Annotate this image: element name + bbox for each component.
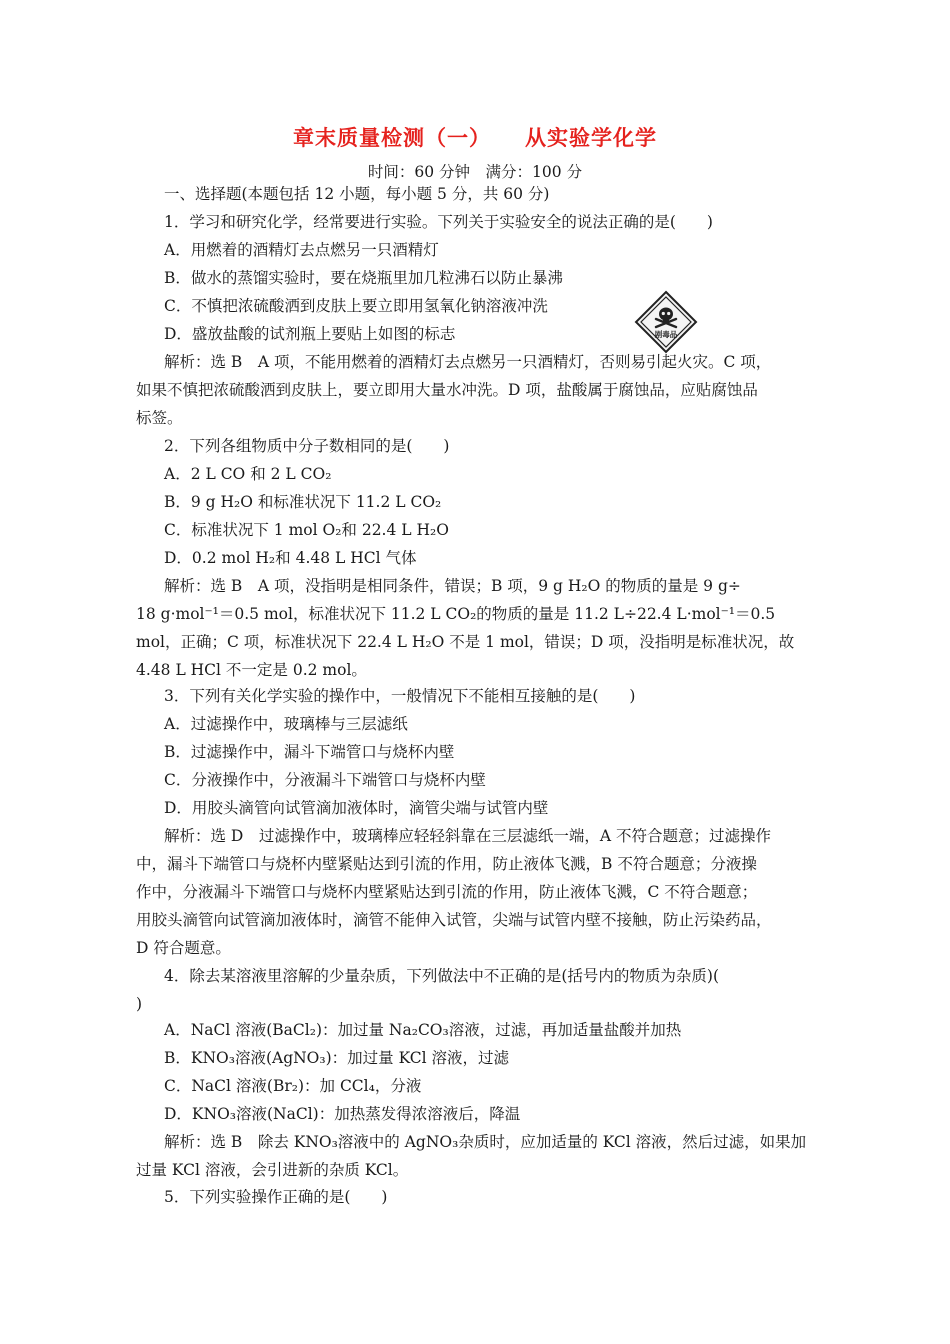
sign-label: 剧毒品 [654,330,678,339]
answer-2-line-4: 4.48 L HCl 不一定是 0.2 mol。 [136,661,367,679]
question-1: 1．学习和研究化学，经常要进行实验。下列关于实验安全的说法正确的是( ) [164,213,713,231]
option-1a: A．用燃着的酒精灯去点燃另一只酒精灯 [164,241,439,259]
skull-crossbones-icon [634,290,698,354]
answer-3-line-4: 用胶头滴管向试管滴加液体时，滴管不能伸入试管，尖端与试管内壁不接触，防止污染药品， [136,911,772,929]
option-3a: A．过滤操作中，玻璃棒与三层滤纸 [164,715,408,733]
answer-1-line-1: 解析：选 B A 项，不能用燃着的酒精灯去点燃另一只酒精灯，否则易引起火灾。C 项， [164,353,772,371]
answer-2-line-2: 18 g·mol⁻¹＝0.5 mol，标准状况下 11.2 L CO₂的物质的量是 11.2 L÷22.4 L·mol⁻¹＝0.5 [136,605,776,623]
option-4a: A．NaCl 溶液(BaCl₂)：加过量 Na₂CO₃溶液，过滤，再加适量盐酸并加热 [164,1021,682,1039]
option-3d: D．用胶头滴管向试管滴加液体时，滴管尖端与试管内壁 [164,799,549,817]
question-2: 2．下列各组物质中分子数相同的是( ) [164,437,450,455]
option-4d: D．KNO₃溶液(NaCl)：加热蒸发得浓溶液后，降温 [164,1105,521,1123]
answer-3-line-2: 中，漏斗下端管口与烧杯内壁紧贴达到引流的作用，防止液体飞溅，B 不符合题意；分液操 [136,855,757,873]
answer-1-line-3: 标签。 [136,409,183,427]
option-1b: B．做水的蒸馏实验时，要在烧瓶里加几粒沸石以防止暴沸 [164,269,563,287]
answer-2-line-1: 解析：选 B A 项，没指明是相同条件，错误；B 项，9 g H₂O 的物质的量是 9 g÷ [164,577,741,595]
option-1c: C．不慎把浓硫酸洒到皮肤上要立即用氢氧化钠溶液冲洗 [164,297,548,315]
option-3b: B．过滤操作中，漏斗下端管口与烧杯内壁 [164,743,455,761]
option-3c: C．分液操作中，分液漏斗下端管口与烧杯内壁 [164,771,486,789]
answer-2-line-3: mol，正确；C 项，标准状况下 22.4 L H₂O 不是 1 mol，错误；D 项，没指明是标准状况，故 [136,633,795,651]
question-4-line-2: ) [136,995,143,1013]
toxic-hazard-sign [634,290,698,354]
answer-4-line-1: 解析：选 B 除去 KNO₃溶液中的 AgNO₃杂质时，应加适量的 KCl 溶液，然后过滤，如果加 [164,1133,807,1151]
page-title [0,122,950,152]
option-2b: B．9 g H₂O 和标准状况下 11.2 L CO₂ [164,493,442,511]
option-2d: D．0.2 mol H₂和 4.48 L HCl 气体 [164,549,417,567]
option-2c: C．标准状况下 1 mol O₂和 22.4 L H₂O [164,521,449,539]
option-2a: A．2 L CO 和 2 L CO₂ [164,465,332,483]
option-4c: C．NaCl 溶液(Br₂)：加 CCl₄，分液 [164,1077,422,1095]
answer-1-line-2: 如果不慎把浓硫酸洒到皮肤上，要立即用大量水冲洗。D 项，盐酸属于腐蚀品，应贴腐蚀品 [136,381,758,399]
answer-3-line-3: 作中，分液漏斗下端管口与烧杯内壁紧贴达到引流的作用，防止液体飞溅，C 不符合题意； [136,883,758,901]
exam-meta: 时间：60 分钟 满分：100 分 [367,163,583,181]
answer-3-line-5: D 符合题意。 [136,939,231,957]
title-topic: 从实验学化学 [525,126,657,150]
question-4-line-1: 4．除去某溶液里溶解的少量杂质，下列做法中不正确的是(括号内的物质为杂质)( [164,967,720,985]
section-heading: 一、选择题(本题包括 12 小题，每小题 5 分，共 60 分) [164,185,550,203]
answer-4-line-2: 过量 KCl 溶液，会引进新的杂质 KCl。 [136,1161,409,1179]
question-3: 3．下列有关化学实验的操作中，一般情况下不能相互接触的是( ) [164,687,636,705]
question-5: 5．下列实验操作正确的是( ) [164,1188,388,1206]
option-1d: D．盛放盐酸的试剂瓶上要贴上如图的标志 [164,325,456,343]
answer-3-line-1: 解析：选 D 过滤操作中，玻璃棒应轻轻斜靠在三层滤纸一端，A 不符合题意；过滤操作 [164,827,771,845]
option-4b: B．KNO₃溶液(AgNO₃)：加过量 KCl 溶液，过滤 [164,1049,509,1067]
title-chapter: 章末质量检测（一） [293,126,491,150]
